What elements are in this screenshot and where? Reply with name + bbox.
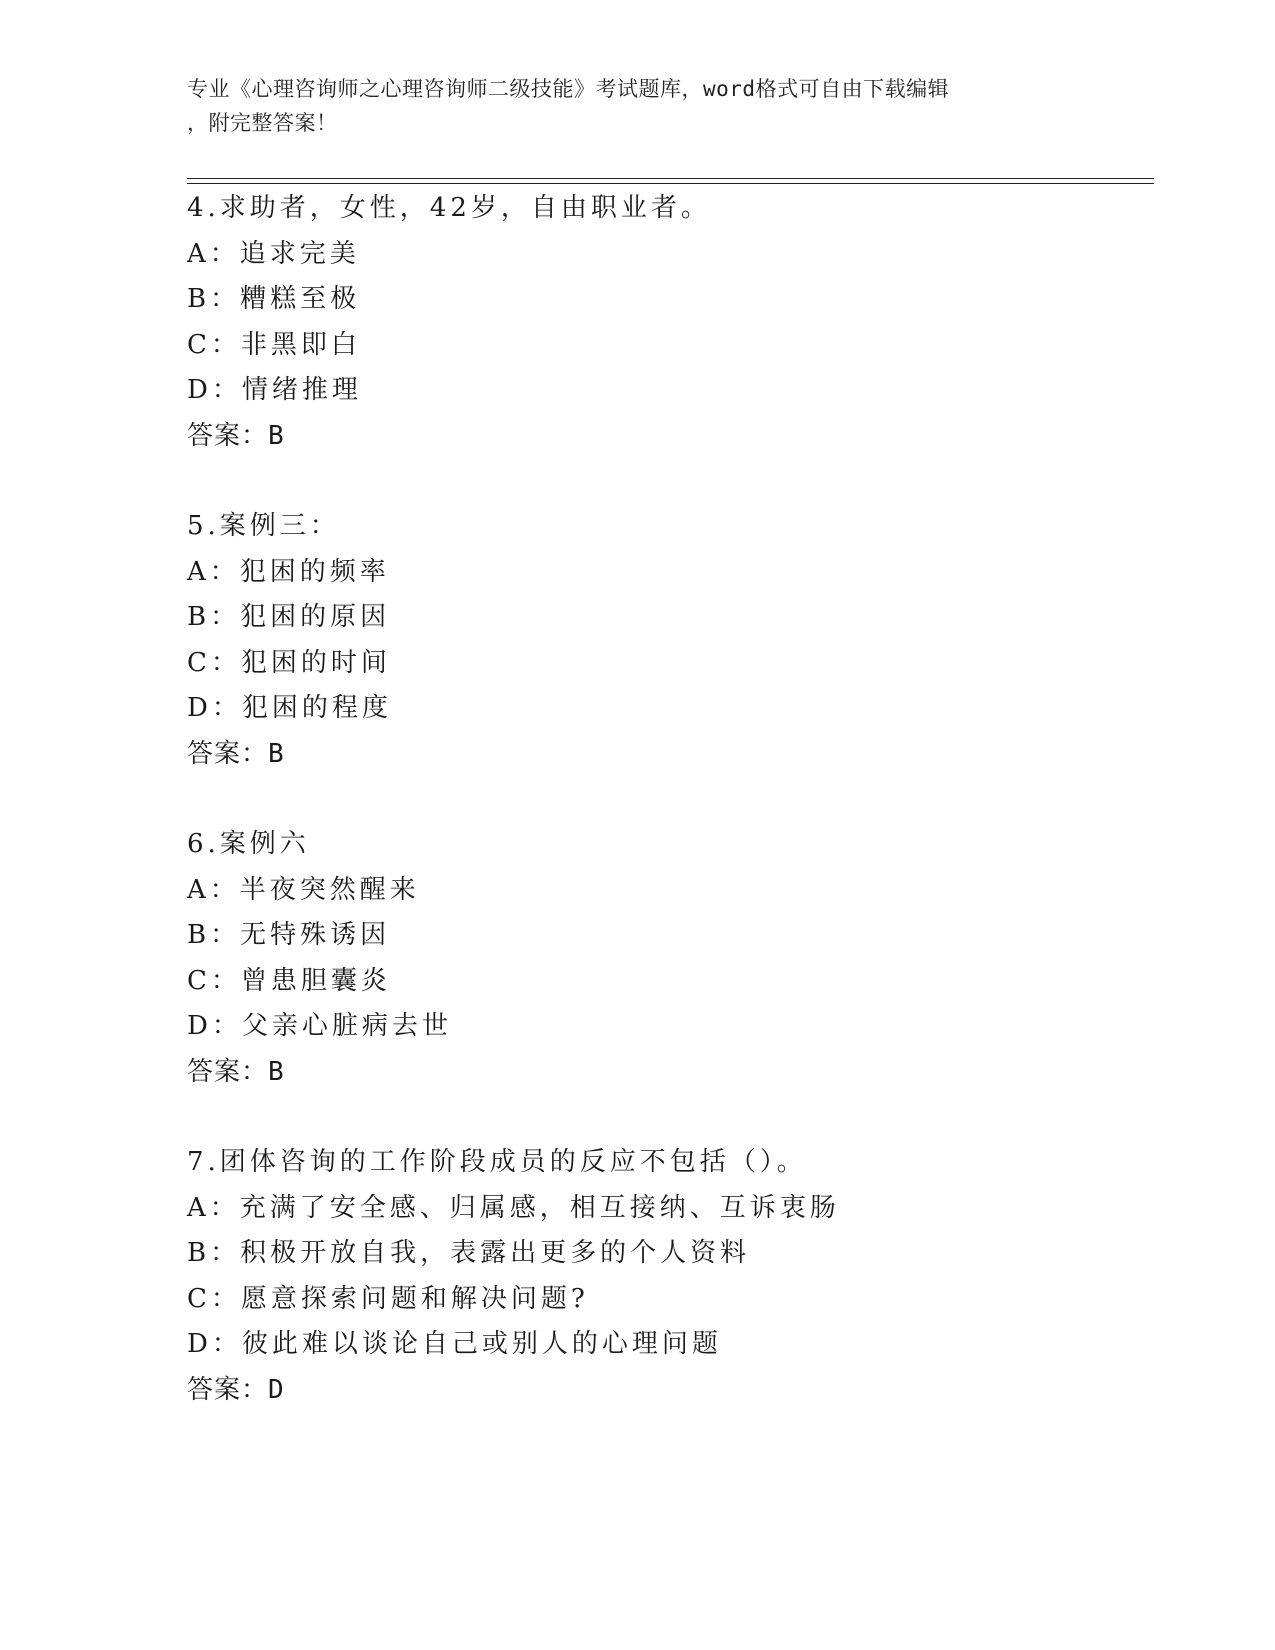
answer-value: B	[268, 1056, 285, 1087]
answer-label: 答案：	[187, 420, 269, 451]
option-c: C：曾患胆囊炎	[187, 965, 391, 996]
option-c: C：愿意探索问题和解决问题?	[187, 1283, 589, 1314]
document-header	[187, 72, 1067, 140]
option-a: A：犯困的频率	[187, 556, 390, 587]
option-b: B：糟糕至极	[187, 284, 361, 314]
answer-line	[187, 732, 1147, 778]
option-d: D：犯困的程度	[187, 693, 392, 723]
answer-value: D	[268, 1374, 285, 1405]
option-b: B：无特殊诱因	[187, 920, 391, 950]
question-list	[187, 186, 1147, 1458]
answer-value: B	[268, 420, 285, 451]
option-d: D：父亲心脏病去世	[187, 1011, 452, 1041]
option-d: D：彼此难以谈论自己或别人的心理问题	[187, 1329, 722, 1359]
option-b: B：犯困的原因	[187, 602, 391, 632]
question-6	[187, 822, 1147, 1095]
question-stem: 6.案例六	[187, 829, 310, 859]
question-stem: 5.案例三：	[187, 511, 340, 541]
option-b: B：积极开放自我，表露出更多的个人资料	[187, 1238, 751, 1268]
question-4	[187, 186, 1147, 459]
answer-label: 答案：	[187, 1374, 269, 1405]
option-a: A：追求完美	[187, 238, 360, 269]
answer-label: 答案：	[187, 738, 269, 769]
option-c: C：非黑即白	[187, 329, 361, 360]
answer-line	[187, 1050, 1147, 1096]
option-c: C：犯困的时间	[187, 647, 391, 678]
answer-label: 答案：	[187, 1056, 269, 1087]
question-7	[187, 1140, 1147, 1413]
header-divider-top	[187, 178, 1154, 179]
option-d: D：情绪推理	[187, 375, 362, 405]
header-divider-bottom	[187, 183, 1154, 184]
answer-line	[187, 414, 1147, 460]
question-5	[187, 504, 1147, 777]
option-a: A：半夜突然醒来	[187, 874, 420, 905]
question-stem: 4.求助者，女性，42岁，自由职业者。	[187, 193, 711, 223]
answer-line	[187, 1368, 1147, 1414]
header-line-2: ，附完整答案！	[187, 111, 338, 135]
header-line-1: 专业《心理咨询师之心理咨询师二级技能》考试题库，word格式可自由下载编辑	[187, 77, 950, 101]
answer-value: B	[268, 738, 285, 769]
option-a: A：充满了安全感、归属感，相互接纳、互诉衷肠	[187, 1192, 840, 1223]
question-stem: 7.团体咨询的工作阶段成员的反应不包括（）。	[187, 1147, 807, 1177]
